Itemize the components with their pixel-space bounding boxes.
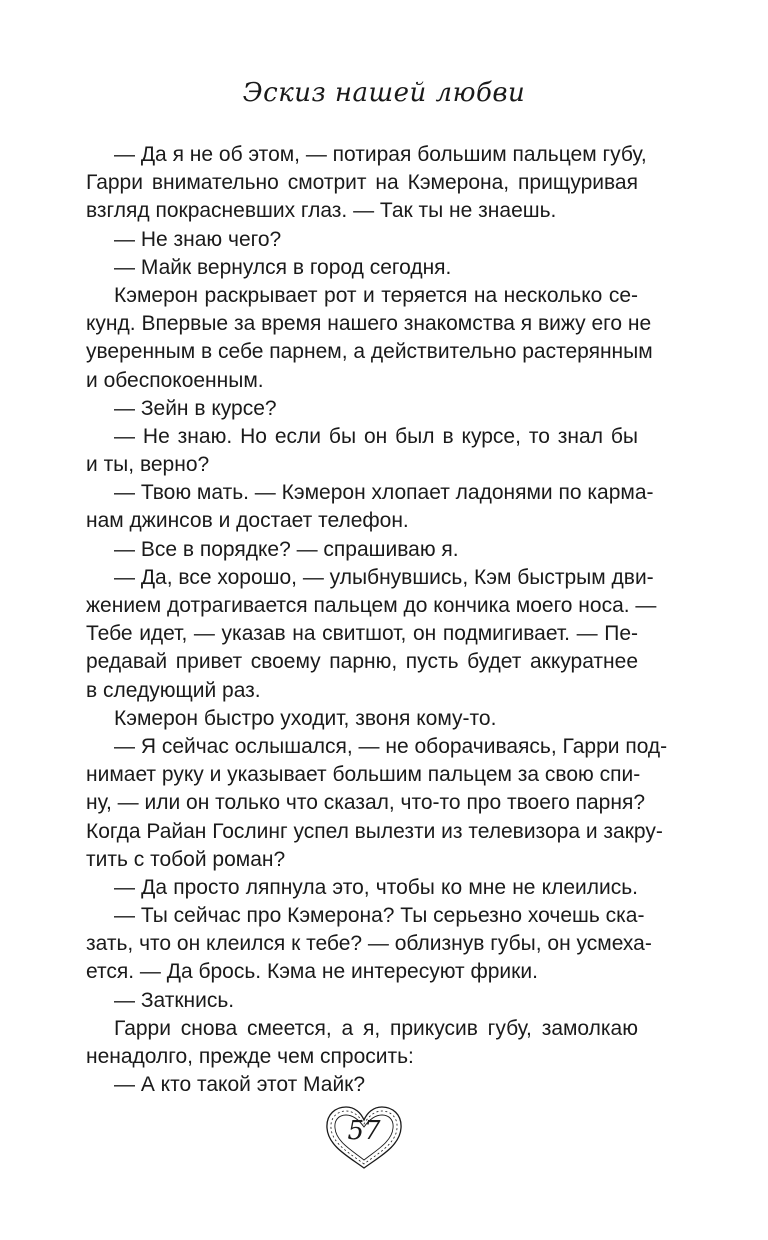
body-text [86, 141, 668, 1099]
text-line: Гарри внимательно смотрит на Кэмерона, прищуривая [86, 171, 638, 195]
text-line: — Да я не об этом, — потирая большим пальцем губу, [114, 143, 647, 166]
text-line: — Я сейчас ослышался, — не оборачиваясь, Гарри под- [114, 734, 668, 758]
text-line: — Ты сейчас про Кэмерона? Ты серьезно хочешь ска- [114, 904, 645, 928]
text-line: в следующий раз. [86, 678, 261, 702]
text-line: — Майк вернулся в город сегодня. [114, 255, 452, 279]
text-line: взгляд покрасневших глаз. — Так ты не знаешь. [86, 199, 557, 223]
page-number-ornament [323, 1102, 405, 1174]
text-line: — Не знаю чего? [114, 227, 282, 251]
text-line: и обеспокоенным. [86, 368, 264, 392]
text-line: — Твою мать. — Кэмерон хлопает ладонями по карма- [114, 481, 654, 505]
running-head: Эскиз нашей любви [242, 78, 526, 108]
text-line: Гарри снова смеется, а я, прикусив губу, замолкаю [114, 1016, 638, 1040]
text-line: — Зейн в курсе? [114, 396, 277, 420]
text-line: кунд. Впервые за время нашего знакомства я вижу его не [86, 312, 652, 336]
text-line: зать, что он клеился к тебе? — облизнув губы, он усмеха- [86, 932, 652, 956]
text-line: редавай привет своему парню, пусть будет аккуратнее [86, 650, 638, 674]
text-line: Кэмерон быстро уходит, звоня кому-то. [114, 706, 497, 730]
text-line: — Все в порядке? — спрашиваю я. [114, 537, 459, 561]
text-line: ется. — Да брось. Кэма не интересуют фрики. [86, 960, 538, 984]
text-line: — Да просто ляпнула это, чтобы ко мне не клеились. [114, 875, 638, 899]
text-line: тить с тобой роман? [86, 847, 286, 871]
text-line: — А кто такой этот Майк? [114, 1073, 366, 1097]
text-line: Тебе идет, — указав на свитшот, он подмигивает. — Пе- [86, 622, 638, 646]
text-line: — Не знаю. Но если бы он был в курсе, то знал бы [114, 424, 638, 448]
text-line: — Заткнись. [114, 988, 235, 1012]
text-line: Кэмерон раскрывает рот и теряется на несколько се- [114, 283, 638, 307]
text-line: ненадолго, прежде чем спросить: [86, 1045, 414, 1068]
text-line: и ты, верно? [86, 453, 210, 477]
text-line: нимает руку и указывает большим пальцем за свою спи- [86, 763, 641, 787]
text-line: жением дотрагивается пальцем до кончика моего носа. — [86, 594, 657, 617]
text-line: — Да, все хорошо, — улыбнувшись, Кэм быстрым дви- [114, 565, 654, 589]
text-line: нам джинсов и достает телефон. [86, 509, 409, 533]
text-line: уверенным в себе парнем, а действительно растерянным [86, 340, 653, 364]
text-line: ну, — или он только что сказал, что-то про твоего парня? [86, 791, 645, 815]
text-line: Когда Райан Гослинг успел вылезти из телевизора и закру- [86, 819, 663, 843]
page-number: 57 [347, 1116, 381, 1146]
